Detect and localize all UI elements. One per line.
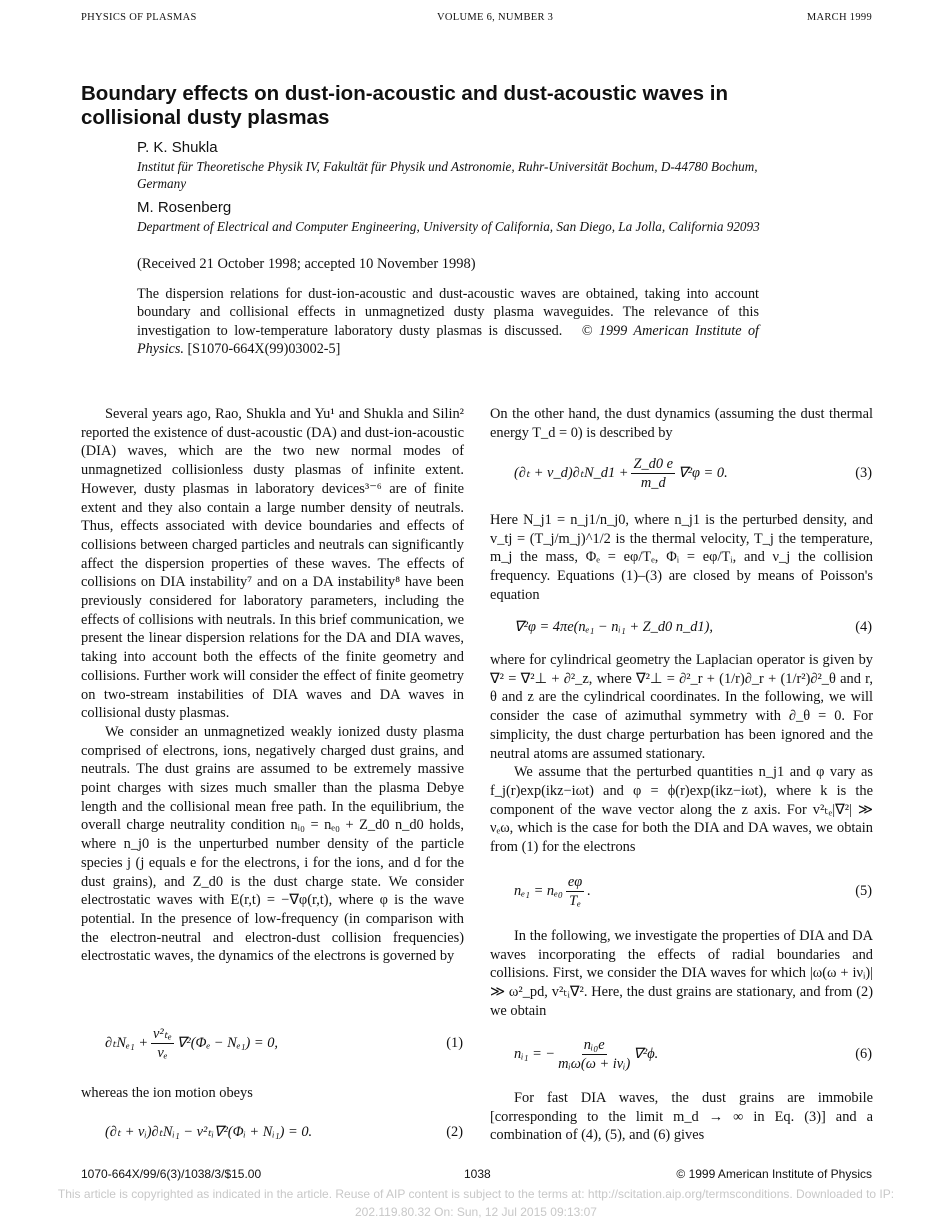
download-notice (0, 1185, 952, 1221)
paragraph: We consider an unmagnetized weakly ionized dusty plasma comprised of electrons, ions, negatively charged dust grains, and neutrals. The dust grains are assumed to be extremely massive point charges with sizes much smaller than the plasma Debye length and the collisional mean free path. In the equilibrium, the overall charge neutrality condition nᵢ₀ = nₑ₀ + Z_d0 n_d0 holds, where n_j0 is the unperturbed number density of the particle species j (j equals e for the electrons, i for the ions, and d for the dust grains), and Z_d0 is the dust charge state. We consider electrostatic waves with E(r,t) = −∇φ(r,t), where φ is the wave potential. In the presence of low-frequency (in comparison with the electron-neutral and electron-dust collision frequencies) electrostatic waves, the dynamics of the electrons is governed by (81, 723, 464, 965)
eq-fraction (151, 1025, 174, 1062)
paragraph (490, 1089, 873, 1145)
paragraph-text: In the following, we investigate the properties of DIA and DA waves incorporating the effects of radial boundaries and collisions. First, we consider the DIA waves for which |ω(ω + iνᵢ)| ≫ ω²_pd, v²ₜᵢ∇². Here, the dust grains are stationary, and from (2) we obtain (490, 928, 873, 1019)
equation-number: (2) (446, 1124, 463, 1140)
equation-number: (4) (855, 619, 872, 635)
received-dates: (Received 21 October 1998; accepted 10 November 1998) (137, 256, 476, 272)
article-code: 1070-664X/99/6(3)/1038/3/$15.00 (81, 1167, 262, 1181)
paragraph (490, 927, 873, 1021)
eq-rhs: . (587, 883, 591, 899)
footer-copyright: © 1999 American Institute of Physics (676, 1167, 872, 1181)
equation-4 (514, 619, 872, 636)
eq-denominator: m_d (640, 475, 666, 491)
issue-date: MARCH 1999 (806, 12, 872, 23)
abstract-pacs: [S1070-664X(99)03002-5] (187, 340, 341, 357)
author-name: P. K. Shukla (137, 139, 218, 156)
paragraph-text: On the other hand, the dust dynamics (assuming the dust thermal energy T_d = 0) is described by (490, 406, 873, 441)
eq-rhs: ∇²φ = 0. (678, 465, 728, 481)
eq-numerator: nᵢ₀e (583, 1037, 605, 1053)
eq-numerator: Z_d0 e (633, 456, 674, 472)
eq-body: ∇²φ = 4πe(nₑ₁ − nᵢ₁ + Z_d0 n_d1), (514, 619, 714, 635)
eq-fraction (558, 1036, 630, 1073)
paragraph-text: For fast DIA waves, the dust grains are immobile [corresponding to the limit m_d → ∞ in Eq. (3)] and a combination of (4), (5), and (6) gives (490, 1090, 873, 1144)
abstract-copyright: © 1999 American Institute of Physics. (137, 322, 759, 357)
equation-number: (5) (855, 883, 872, 899)
eq-fraction (631, 455, 675, 492)
left-column-text (81, 405, 464, 966)
eq-denominator: mᵢω(ω + iνᵢ) (558, 1056, 631, 1072)
equation-1 (105, 1025, 463, 1062)
paragraph (490, 405, 873, 442)
paragraph-text: Here N_j1 = n_j1/n_j0, where n_j1 is the perturbed density, and v_tj = (T_j/m_j)^1/2 is the thermal velocity, T_j the temperature, m_j the mass, Φₑ = eφ/Tₑ, Φᵢ = eφ/Tᵢ, and ν_j the collision frequency. Equations (1)–(3) are closed by means of Poisson's equation (490, 512, 873, 603)
abstract-text: The dispersion relations for dust-ion-acoustic and dust-acoustic waves are obtained, taking into account boundary and collisional effects in unmagnetized dusty plasma waveguides. The relevance of this investigation to low-temperature laboratory dusty plasmas is discussed. (137, 286, 759, 339)
equation-6 (514, 1036, 872, 1073)
paragraph (490, 511, 873, 605)
eq-numerator: eφ (567, 874, 583, 890)
page-number: 1038 (464, 1167, 491, 1181)
paragraph: Several years ago, Rao, Shukla and Yu¹ and Shukla and Silin² reported the existence of dust-acoustic (DA) and dust-ion-acoustic (DIA) waves, which are the two new normal modes of unmagnetized collisionless dusty plasmas of infinite extent. However, dusty plasmas in laboratory devices³⁻⁶ are of finite extent and they also contain a large number density of neutrals. Thus, effects associated with device boundaries and effects of collisions between charged particles and neutrals can significantly affect the dispersion properties of these waves. The effects of collisions on DIA instability⁷ and on a DA instability⁸ have been previously considered for laboratory parameters, including the effects of collisions with neutrals. In this brief communication, we present the linear dispersion relations for the DA and DIA waves, taking into account both the effects of the finite geometry and collisions. Further work will consider the effect of finite geometry on two-stream instabilities of DIA waves and DA waves in collisional dusty plasmas. (81, 406, 464, 722)
equation-3 (514, 455, 872, 492)
author-affiliation: Department of Electrical and Computer Engineering, University of California, San Diego, La Jolla, California 92093 (137, 219, 760, 234)
eq-rhs: ∇²(Φₑ − Nₑ₁) = 0, (176, 1035, 279, 1051)
notice-line: 202.119.80.32 On: Sun, 12 Jul 2015 09:13:07 (355, 1205, 597, 1219)
eq-denominator: Tₑ (569, 893, 581, 909)
eq-denominator: νₑ (157, 1045, 168, 1061)
volume-info: VOLUME 6, NUMBER 3 (437, 12, 554, 23)
eq-rhs: ∇²ϕ. (633, 1046, 659, 1062)
eq-lhs: nₑ₁ = nₑ₀ (514, 883, 563, 899)
eq-fraction (566, 873, 584, 910)
eq-lhs: nᵢ₁ = − (514, 1046, 556, 1062)
paragraph (81, 1084, 464, 1103)
paragraph-text: whereas the ion motion obeys (81, 1085, 253, 1101)
paragraph (490, 651, 873, 857)
paragraph-text: where for cylindrical geometry the Laplacian operator is given by ∇² = ∇²⊥ + ∂²_z, where ∇²⊥ = ∂²_r + (1/r)∂_r + (1/r²)∂²_θ and r, θ and z are the cylindrical coordinates. In the following, we will consider the case of azimuthal symmetry with ∂_θ = 0. For simplicity, the dust charge perturbation has been ignored and the neutral atoms are assumed stationary. (490, 652, 873, 762)
eq-lhs: ∂ₜNₑ₁ + (105, 1035, 149, 1051)
equation-number: (1) (446, 1035, 463, 1051)
eq-lhs: (∂ₜ + ν_d)∂ₜN_d1 + (514, 465, 629, 481)
paragraph-text: We assume that the perturbed quantities n_j1 and φ vary as f_j(r)exp(ikz−iωt) and φ = ϕ(r)exp(ikz−iωt), where k is the component of the wave vector along the z axis. For v²ₜₑ|∇²| ≫ νₑω, which is the case for both the DIA and DA waves, we obtain from (1) for the electrons (490, 764, 873, 856)
notice-line: This article is copyrighted as indicated in the article. Reuse of AIP content is subject to the terms at: http://scitation.aip.org/termsconditions. Downloaded to IP: (57, 1187, 895, 1201)
equation-number: (6) (855, 1046, 872, 1062)
eq-body: (∂ₜ + νᵢ)∂ₜNᵢ₁ − v²ₜᵢ∇²(Φᵢ + Nᵢ₁) = 0. (105, 1124, 313, 1140)
abstract (137, 285, 759, 358)
equation-number: (3) (855, 465, 872, 481)
equation-5 (514, 873, 872, 910)
author-affiliation: Institut für Theoretische Physik IV, Fakultät für Physik und Astronomie, Ruhr-Universität Bochum, D-44780 Bochum, Germany (137, 159, 758, 191)
paper-title: Boundary effects on dust-ion-acoustic and dust-acoustic waves in collisional dusty plasmas (81, 82, 728, 129)
author-name: M. Rosenberg (137, 199, 232, 216)
journal-name: PHYSICS OF PLASMAS (81, 12, 197, 23)
equation-2 (105, 1124, 463, 1141)
eq-numerator: v²ₜₑ (153, 1026, 172, 1042)
